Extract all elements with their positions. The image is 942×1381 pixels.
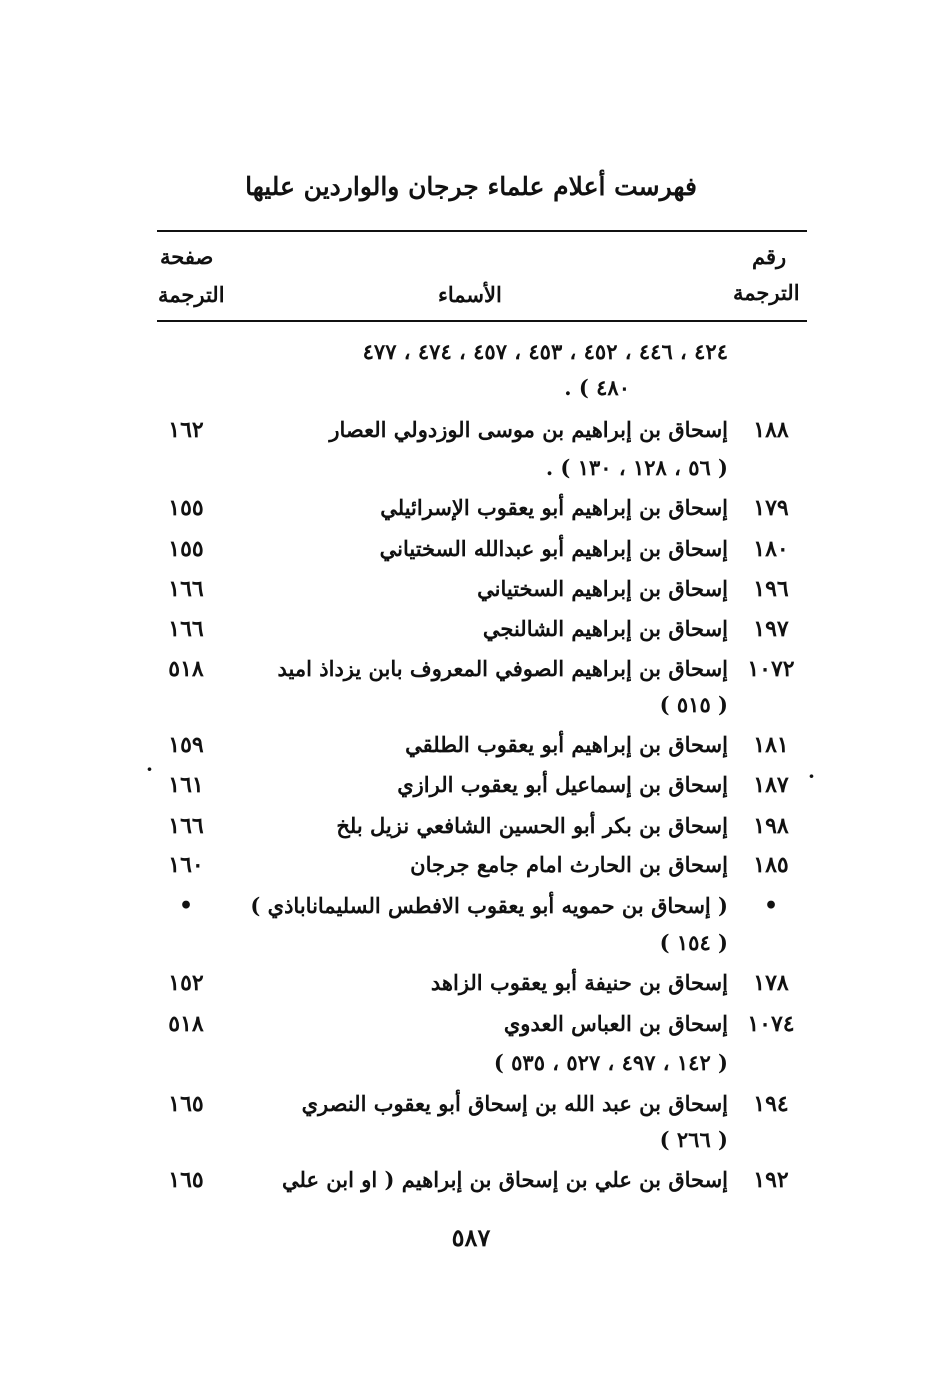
entry-name: إسحاق بن إبراهيم أبو عبدالله السختياني (379, 536, 728, 561)
entry-name: ( ١٤٢ ، ٤٩٧ ، ٥٢٧ ، ٥٣٥ ) (493, 1050, 728, 1075)
margin-mark: · (146, 757, 153, 781)
entry-name: إسحاق بن إبراهيم بن موسى الوزدولي العصار (329, 417, 728, 442)
entry-page: ٥١٨ (168, 1011, 204, 1037)
entry-name: إسحاق بن إبراهيم الشالنجي (482, 616, 728, 641)
header-names: الأسماء (438, 282, 502, 307)
header-number-line2: الترجمة (733, 280, 800, 305)
entry-number: ١٩٦ (753, 576, 789, 602)
entry-page: • (178, 893, 194, 919)
header-top-rule (157, 230, 807, 232)
entry-page: ١٦٥ (168, 1167, 204, 1193)
entry-name: إسحاق بن الحارث امام جامع جرجان (410, 852, 728, 877)
entry-name: إسحاق بن العباس العدوي (503, 1011, 728, 1036)
entry-number: ١٩٢ (753, 1167, 789, 1193)
entry-page: ١٦٢ (168, 417, 204, 443)
entry-name: إسحاق بن عبد الله بن إسحاق أبو يعقوب النصري (301, 1091, 728, 1116)
entry-number: ١٩٨ (753, 813, 789, 839)
entry-page: ١٦٥ (168, 1091, 204, 1117)
entry-name: ( ٥١٥ ) (659, 692, 728, 717)
entry-name: إسحاق بن حنيفة أبو يعقوب الزاهد (430, 970, 728, 995)
entry-name: ( ٢٦٦ ) (659, 1127, 728, 1152)
entry-name: ( إسحاق بن حمويه أبو يعقوب الافطس السليماناباذي ) (250, 893, 728, 918)
page-title: فهرست أعلام علماء جرجان والواردين عليها (245, 172, 697, 201)
entry-page: ١٦٠ (168, 852, 204, 878)
entry-page: ١٦٦ (168, 576, 204, 602)
entry-name: ( ١٥٤ ) (659, 930, 728, 955)
header-page-line1: صفحة (160, 244, 214, 269)
entry-page: ١٥٥ (168, 495, 204, 521)
entry-page: ١٦٦ (168, 813, 204, 839)
entry-name: ٤٢٤ ، ٤٤٦ ، ٤٥٢ ، ٤٥٣ ، ٤٥٧ ، ٤٧٤ ، ٤٧٧ (362, 339, 728, 364)
entry-page: ١٥٩ (168, 732, 204, 758)
page-number: ٥٨٧ (451, 1223, 491, 1252)
entry-page: ١٥٢ (168, 970, 204, 996)
margin-mark: · (808, 764, 815, 788)
entry-number: • (763, 893, 779, 919)
entry-page: ١٦١ (168, 772, 204, 798)
entry-number: ١٩٤ (753, 1091, 789, 1117)
entry-number: ١٠٧٤ (747, 1011, 795, 1037)
entry-number: ١٧٩ (753, 495, 789, 521)
entry-number: ١٨١ (753, 732, 789, 758)
entry-number: ١٨٧ (753, 772, 789, 798)
header-number-line1: رقم (752, 244, 787, 269)
header-bottom-rule (157, 320, 807, 322)
entry-name: إسحاق بن إبراهيم الصوفي المعروف بابن يزداذ اميد (277, 656, 728, 681)
entry-name: ٤٨٠ ) . (564, 375, 630, 400)
entry-name: إسحاق بن إبراهيم أبو يعقوب الإسرائيلي (380, 495, 728, 520)
entry-number: ١٨٥ (753, 852, 789, 878)
entry-number: ١٠٧٢ (747, 656, 795, 682)
entry-name: إسحاق بن علي بن إسحاق بن إبراهيم ( او ابن علي (282, 1167, 728, 1192)
entry-page: ٥١٨ (168, 656, 204, 682)
entry-number: ١٩٧ (753, 616, 789, 642)
entry-name: ( ٥٦ ، ١٢٨ ، ١٣٠ ) . (545, 455, 728, 480)
entry-page: ١٦٦ (168, 616, 204, 642)
entry-name: إسحاق بن إبراهيم السختياني (477, 576, 728, 601)
entry-name: إسحاق بن بكر أبو الحسين الشافعي نزيل بلخ (336, 813, 728, 838)
entry-number: ١٨٠ (753, 536, 789, 562)
entry-name: إسحاق بن إبراهيم أبو يعقوب الطلقي (405, 732, 728, 757)
header-page-line2: الترجمة (158, 282, 225, 307)
entry-number: ١٨٨ (753, 417, 789, 443)
entry-number: ١٧٨ (753, 970, 789, 996)
entry-name: إسحاق بن إسماعيل أبو يعقوب الرازي (397, 772, 728, 797)
entry-page: ١٥٥ (168, 536, 204, 562)
